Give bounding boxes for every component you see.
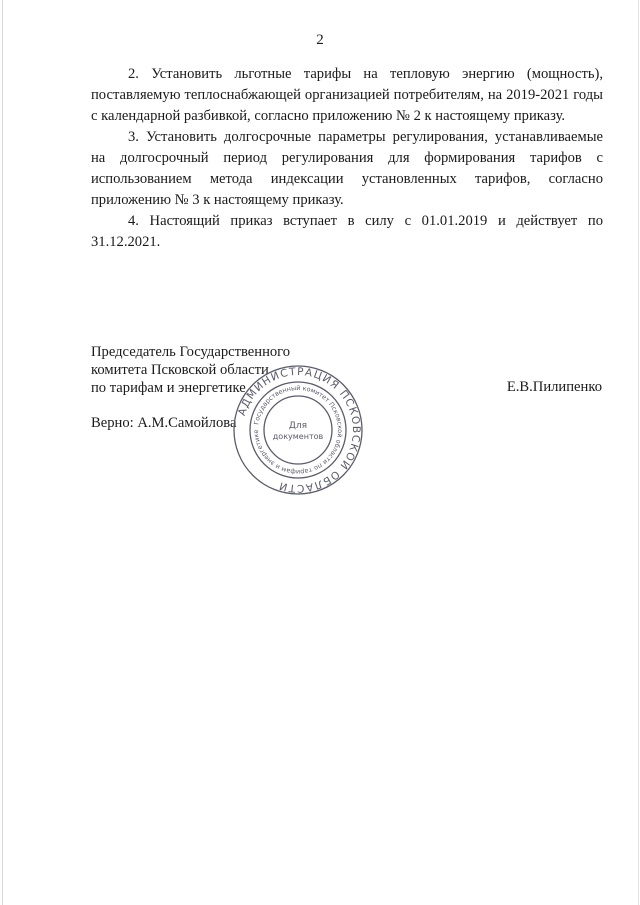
- signer-title-line: по тарифам и энергетике: [91, 380, 246, 396]
- seal-inner-text: Государственный комитет Псковской области по тарифам и энергетике: [251, 383, 345, 477]
- order-body: [91, 64, 603, 253]
- signer-name: Е.В.Пилипенко: [506, 379, 602, 395]
- page-number: 2: [316, 32, 324, 48]
- seal-center-text-1: Для: [288, 421, 308, 431]
- paragraph-4: 4. Настоящий приказ вступает в силу с 01.01.2019 и действует по 31.12.2021.: [91, 213, 603, 250]
- signer-title-line: комитета Псковской области: [91, 362, 269, 378]
- official-seal-stamp: [232, 364, 364, 496]
- scan-edge-right: [638, 0, 639, 905]
- scan-edge-left: [2, 0, 3, 905]
- signer-title-line: Председатель Государственного: [91, 344, 291, 360]
- seal-center-text-2: документов: [272, 432, 324, 441]
- paragraph-3: 3. Установить долгосрочные параметры регулирования, устанавливаемые на долгосрочный период регулирования для формирования тарифов с использованием метода индексации установленных тарифов, согласно приложению № 3 к настоящему приказу.: [91, 129, 603, 208]
- verification-line: Верно: А.М.Самойлова: [91, 415, 237, 431]
- seal-outer-text: АДМИНИСТРАЦИЯ ПСКОВСКОЙ ОБЛАСТИ: [236, 365, 363, 495]
- paragraph-2: 2. Установить льготные тарифы на тепловую энергию (мощность), поставляемую теплоснабжающей организацией потребителям, на 2019-2021 годы с календарной разбивкой, согласно приложению № 2 к настоящему приказу.: [91, 66, 603, 124]
